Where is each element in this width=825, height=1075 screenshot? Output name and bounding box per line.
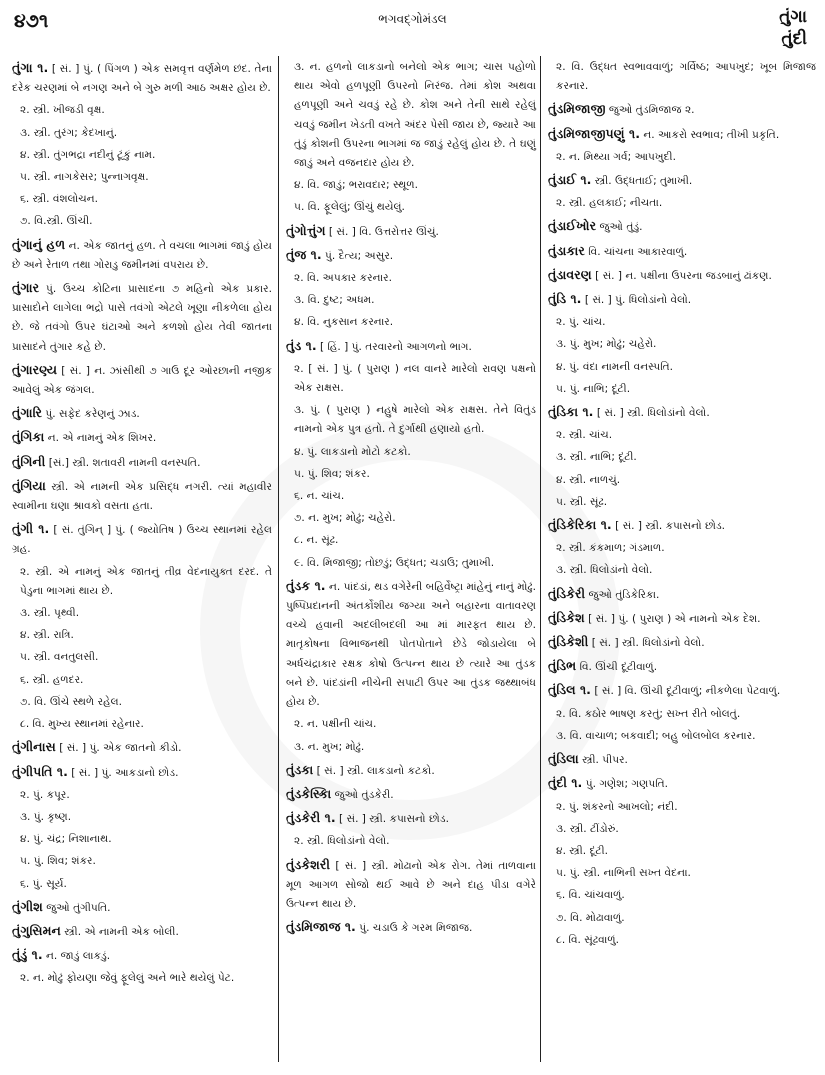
headword: તુંડિકેરિકા ૧. — [548, 517, 612, 533]
definition-text: ૩. વિ. વાચાળ; બકવાદી; બહુ બોલબોલ કરનાર. — [556, 729, 756, 742]
definition-text: પું. ઉચ્ચ કોટિના પ્રાસાદના ૭ મહિનો એક પ્રકાર. પ્રાસાદોને લાગેલા ભદ્રો પાસે તવંગો એટલે ખૂણા નીકળેલા હોય છે. જે તવંગો ઉપર ઘંટાઓ અને કળશો હોય તેવી જાતના પ્રાસાદને તુંગાર કહે છે. — [12, 283, 272, 353]
definition-text: સ્ત્રી. પીપર. — [582, 754, 628, 767]
headword: તુંડકેશરી — [286, 856, 330, 872]
entry-sense — [12, 808, 272, 827]
dictionary-entry — [548, 584, 816, 605]
entry-sense — [12, 124, 272, 143]
definition-text: ન. એ નામનું એક શિખર. — [47, 432, 157, 445]
headword: તુંગારિ — [12, 405, 42, 421]
definition-text: ૩. સ્ત્રી. ટીંડોરું. — [556, 822, 619, 835]
definition-text: [ સં. ] વિ. ઊંચી દૂંટીવાળું; નીકળેલા પેટવાળું. — [594, 685, 781, 698]
entry-sense — [12, 830, 272, 849]
definition-text: ૪. સ્ત્રી. રાત્રિ. — [20, 629, 74, 642]
entry-sense — [286, 465, 536, 484]
dictionary-entry — [548, 632, 816, 653]
definition-text: ૫. વિ. ફૂલેલું; ઊંચું થયેલું. — [294, 201, 405, 214]
definition-text: ૨. વિ. ઉદ્ધત સ્વભાવવાળું; ગર્વિષ્ઠ; આપખુદ; ખૂબ મિજાજ કરનાર. — [556, 61, 816, 93]
definition-text: [ સં. ] વિ. ઉત્તરોત્તર ઊંચું. — [328, 225, 439, 238]
headword: તુંગુસિમન — [12, 922, 61, 938]
definition-text: ૬. ન. ચાંચ. — [294, 490, 345, 503]
headword: તુંડિકેશ — [548, 609, 585, 625]
headword: તુંડિકેશી — [548, 634, 589, 650]
definition-text: ૬. વિ. ચાંચવાળું. — [556, 889, 625, 902]
definition-text: ૭. ન. મુખ; મોઢું; ચહેરો. — [294, 512, 396, 525]
headword: તુંડિકા ૧. — [548, 404, 594, 420]
dictionary-entry — [12, 427, 272, 448]
headword: તુંડાકાર — [548, 242, 585, 258]
definition-text: જુઓ તુંડમિજાજ ૨. — [608, 104, 695, 117]
definition-text: ૨. ન. મોઢું ફોયણા જેવું ફૂલેલું અને ભારે થયેલું પેટ. — [20, 972, 235, 985]
entry-sense — [286, 360, 536, 398]
definition-text: [ સં. ] પું. આકડાનો છોડ. — [71, 766, 179, 779]
definition-text: ૪. પું. ચંદ્ર; નિશાનાથ. — [20, 833, 112, 846]
headword: તુંગારણ્ય — [12, 361, 58, 377]
dictionary-entry — [12, 452, 272, 473]
dictionary-entry — [286, 917, 536, 938]
definition-text: ૨. વિ. કઠોર ભાષણ કરતું; સખ્ત રીતે બોલતું. — [556, 707, 741, 720]
definition-text: ૮. વિ. મુખ્ય સ્થાનમાં રહેનાર. — [20, 718, 144, 731]
dictionary-entry — [12, 360, 272, 400]
headword: તુંડમિજાજ ૧. — [286, 919, 356, 935]
definition-text: ૨. સ્ત્રી. એ નામનું એક જાતનું તીવ્ર વેદનાયુક્ત દરદ. તે પેડુના ભાગમાં થાય છે. — [20, 565, 272, 597]
definition-text: ૫. સ્ત્રી. નાગકેસર; પુન્નાગવૃક્ષ. — [20, 171, 149, 184]
entry-sense — [548, 380, 816, 399]
entry-sense — [548, 561, 816, 580]
dictionary-entry — [12, 921, 272, 942]
entry-sense — [12, 626, 272, 645]
entry-sense — [12, 101, 272, 120]
dictionary-entry — [12, 519, 272, 559]
definition-text: ૭. વિ. મોઢાવાળું. — [556, 911, 625, 924]
definition-text: ૪. સ્ત્રી. નાળચું. — [556, 473, 621, 486]
definition-text: ૨. સ્ત્રી. ખીજડી વૃક્ષ. — [20, 104, 105, 117]
entry-sense — [548, 886, 816, 905]
headword: તુંડમિજાજીપણું ૧. — [548, 125, 640, 141]
definition-text: ૩. પું. કૃષ્ણ. — [20, 810, 72, 823]
entry-sense — [12, 604, 272, 623]
entry-sense — [548, 931, 816, 950]
entry-sense — [286, 738, 536, 757]
dictionary-entry — [12, 897, 272, 918]
dictionary-entry — [548, 656, 816, 677]
headword: તુંડાઈ ૧. — [548, 172, 592, 188]
definition-text: ૫. પું. શિવ; શંકર. — [294, 467, 370, 480]
entry-sense — [12, 648, 272, 667]
dictionary-entry — [548, 680, 816, 701]
definition-text: ૨. સ્ત્રી. ચાંચ. — [556, 429, 613, 442]
entry-sense — [548, 909, 816, 928]
definition-text: ૨. પું. શંકરનો આખલો; નંદી. — [556, 800, 678, 813]
entry-sense — [548, 842, 816, 861]
definition-text: પું. ચડાઉ કે ગરમ મિજાજ. — [359, 922, 473, 935]
definition-text: ૮. ન. સૂંઢ. — [294, 534, 339, 547]
headword: તુંડકેસ્કિા — [286, 785, 332, 801]
entry-sense — [548, 471, 816, 490]
entry-sense — [12, 969, 272, 988]
headword: તુંગાનું હળ — [12, 236, 66, 252]
entry-sense — [548, 539, 816, 558]
entry-sense — [286, 531, 536, 550]
dictionary-entry — [12, 762, 272, 783]
definition-text: ૩. સ્ત્રી. ધિલોડાંનો વેલો. — [556, 564, 653, 577]
definition-text: સ્ત્રી. ઉદ્ધતાઈ; તુમાખી. — [594, 175, 693, 188]
definition-text: ૨. સ્ત્રી. ધિલોડાંનો વેલો. — [294, 835, 390, 848]
headword: તુંડિલ ૧. — [548, 682, 591, 698]
definition-text: [ સં. ] સ્ત્રી. ધિલોડાંનો વેલો. — [596, 407, 710, 420]
dictionary-entry — [286, 784, 536, 805]
definition-text: ન. જાડું લાકડું. — [45, 950, 111, 963]
headword: તુંડિભ — [548, 658, 577, 674]
dictionary-entry — [548, 170, 816, 191]
entry-sense — [548, 426, 816, 445]
definition-text: [ સં. ] સ્ત્રી. કપાસનો છોડ. — [338, 813, 449, 826]
definition-text: ૩. વિ. દુષ્ટ; અધમ. — [294, 294, 375, 307]
headword: તુંગિની — [12, 453, 46, 469]
entry-sense — [12, 875, 272, 894]
headword: તુંડકેરી ૧. — [286, 810, 336, 826]
definition-text: ૭. વિ. ઊંચે સ્થળે રહેલ. — [20, 695, 123, 708]
definition-text: વિ. ઊંચી દૂંટીવાળું. — [579, 661, 658, 674]
headword: તુંડિ ૧. — [548, 291, 582, 307]
entry-sense — [548, 335, 816, 354]
entry-sense — [12, 786, 272, 805]
dictionary-entry — [286, 576, 536, 712]
headword: તુંગી ૧. — [12, 521, 50, 537]
definition-text: ૬. પું. સૂર્ય. — [20, 877, 67, 890]
headword: તુંગા ૧. — [12, 60, 49, 75]
definition-text: ૨. વિ. અપકાર કરનાર. — [294, 272, 392, 285]
definition-text: ૪. સ્ત્રી. દૂંટી. — [556, 844, 608, 857]
dictionary-entry — [286, 808, 536, 829]
definition-text: ૩. ન. હળનો લાકડાનો બનેલો એક ભાગ; ચાસ પહોળો થાય એવો હળપૂણી ઉપરનો નિરંજ. તેમાં કોશ અથવા હળપૂણી અને ચવડું રહે છે. કોશ અને તેની સાથે રહેલું ચવડું જમીન ખેડતી વખતે અંદર પેસી જાય છે, જ્યારે આ તુંડું કોશની ઉપરના ભાગમાં જ જાડું રહેલું હોય છે. તે ઘણું જાડું અને વજનદાર હોય છે. — [294, 61, 536, 170]
entry-sense — [286, 509, 536, 528]
dictionary-entry — [548, 265, 816, 286]
definition-text: [ સં. તુંગિન્ ] પું. ( જ્યોતિષ ) ઉચ્ચ સ્થાનમાં રહેલ ગ્રહ. — [12, 524, 272, 556]
entry-sense — [12, 212, 272, 231]
dictionary-entry — [548, 402, 816, 423]
entry-sense — [12, 671, 272, 690]
entry-sense — [548, 313, 816, 332]
headword: તુંડક ૧. — [286, 577, 326, 593]
entry-sense — [286, 291, 536, 310]
definition-text: [ સં. ] સ્ત્રી. કપાસનો છોડ. — [615, 520, 726, 533]
definition-text: ૨. સ્ત્રી. કંકમાળ; ગંડમાળ. — [556, 542, 665, 555]
definition-text: ૫. પું. નાભિ; દૂંટી. — [556, 382, 631, 395]
definition-text: ૨. પું. ચાંચ. — [556, 316, 606, 329]
dictionary-entry — [12, 403, 272, 424]
entry-sense — [548, 58, 816, 96]
definition-text: [ સં. ] ન. પક્ષીના ઉપરના જડબાનું ઢાંકણ. — [595, 269, 772, 282]
definition-text: ૪. વિ. જાડું; ભરાવદાર; સ્થૂળ. — [294, 179, 418, 192]
headword: તુંગાર — [12, 280, 40, 296]
entry-sense — [548, 705, 816, 724]
entry-sense — [12, 852, 272, 871]
entry-sense — [12, 168, 272, 187]
definition-text: ૩. સ્ત્રી. નાભિ; દૂંટી. — [556, 451, 637, 464]
entry-sense — [548, 148, 816, 167]
headword: તુંડિલા — [548, 751, 579, 767]
headword: તુંડ ૧. — [286, 337, 317, 353]
dictionary-entry — [286, 221, 536, 242]
running-title: ભગવદ્ગોમંડલ — [378, 12, 447, 26]
entry-sense — [286, 554, 536, 573]
entry-sense — [548, 194, 816, 213]
column-rule-right — [540, 56, 541, 1062]
entry-sense — [286, 832, 536, 851]
dictionary-entry — [548, 773, 816, 794]
definition-text: ૫. પું. શિવ; શંકર. — [20, 855, 96, 868]
entry-sense — [12, 693, 272, 712]
dictionary-entry — [548, 216, 816, 237]
column-rule-left — [278, 56, 279, 1062]
entry-sense — [286, 715, 536, 734]
guide-word-first: તુંગા — [779, 7, 807, 27]
definition-text: ૩. પું. મુખ; મોઢું; ચહેરો. — [556, 338, 657, 351]
dictionary-column-2 — [286, 58, 536, 941]
dictionary-entry — [548, 289, 816, 310]
entry-sense — [548, 820, 816, 839]
dictionary-entry — [286, 336, 536, 357]
definition-text: ૯. વિ. મિજાજી; તોછડું; ઉદ્ધત; ચડાઉ; તુમાખી. — [294, 556, 495, 569]
entry-sense — [286, 443, 536, 462]
definition-text: ૩. ન. મુખ; મોઢું. — [294, 740, 365, 753]
definition-text: [ સં. ] સ્ત્રી. ધિલોડાંનો વેલો. — [591, 637, 705, 650]
headword: તુંગિકા — [12, 429, 45, 445]
definition-text: ન. એક જાતનું હળ. તે વચલા ભાગમાં જાડું હોય છે અને રેતાળ તથા ગોરાડુ જમીનમાં વપરાય છે. — [12, 239, 272, 271]
entry-sense — [548, 493, 816, 512]
definition-text: ૨. [ સં. ] પું. ( પુરાણ ) નલ વાનરે મારેલો રાવણ પક્ષનો એક રાક્ષસ. — [294, 362, 536, 395]
definition-text: ૩. સ્ત્રી. તુરંગ; કેદખાનું. — [20, 126, 118, 139]
definition-text: ૭. વિ.સ્ત્રી. ઊંચી. — [20, 215, 93, 228]
entry-sense — [286, 487, 536, 506]
definition-text: જુઓ તુંગીપતિ. — [46, 901, 111, 914]
headword: તુંડકા — [286, 761, 314, 777]
headword: તુંગિયા — [12, 477, 46, 493]
entry-sense — [12, 715, 272, 734]
dictionary-entry — [286, 855, 536, 915]
dictionary-entry — [12, 476, 272, 516]
definition-text: ૨. પું. કપૂર. — [20, 788, 70, 801]
definition-text: [ સં. ] પું. ( પિંગળ ) એક સમવૃત્ત વર્ણમેળ છંદ. તેના દરેક ચરણમાં બે નગણ અને બે ગુરુ મળી આઠ અક્ષર હોય છે. — [12, 63, 272, 95]
definition-text: પું. દૈત્ય; અસુર. — [324, 249, 394, 262]
headword: તુંડમિજાજી — [548, 101, 606, 117]
headword: તુંગીશ — [12, 898, 43, 914]
definition-text: જુઓ તુંડિકેરિકા. — [588, 588, 660, 601]
definition-text: ૫. સ્ત્રી. વનતુલસી. — [20, 651, 99, 664]
entry-sense — [286, 269, 536, 288]
dictionary-entry — [12, 58, 272, 98]
dictionary-entry — [12, 278, 272, 357]
definition-text: ૩. પું. ( પુરાણ ) નહુષે મારેલો એક રાક્ષસ. તેને વિતુંડ નામનો એક પુત્ર હતો. તે દુર્ગાથી હણાયો હતો. — [294, 404, 536, 436]
dictionary-column-1 — [12, 58, 272, 992]
dictionary-entry — [286, 245, 536, 266]
definition-text: ૪. વિ. નુકસાન કરનાર. — [294, 316, 394, 329]
definition-text: ૮. વિ. સૂંઢવાળું. — [556, 933, 619, 946]
definition-text: જુઓ તુંડું. — [599, 221, 643, 234]
definition-text: પું. ગણેશ; ગણપતિ. — [585, 778, 669, 791]
definition-text: ૨. સ્ત્રી. હલકાઈ; નીચતા. — [556, 197, 663, 210]
definition-text: પું. સફેદ કરેણનું ઝાડ. — [45, 408, 140, 421]
dictionary-entry — [548, 241, 816, 262]
entry-sense — [12, 146, 272, 165]
headword: તુંડું ૧. — [12, 947, 43, 963]
definition-text: ૪. સ્ત્રી. તુંગભદ્રા નદીનું ટૂંકું નામ. — [20, 148, 156, 161]
entry-sense — [548, 727, 816, 746]
dictionary-entry — [12, 737, 272, 758]
definition-text: [ સં. ] પું. એક જાતનો કીડો. — [59, 742, 182, 755]
definition-text: [ સં. ] પું. ( પુરાણ ) એ નામનો એક દેશ. — [588, 612, 761, 625]
definition-text: ૬. સ્ત્રી. હળદર. — [20, 673, 84, 686]
headword: તુંગોત્તુંગ — [286, 222, 326, 238]
dictionary-entry — [548, 99, 816, 120]
dictionary-entry — [548, 749, 816, 770]
entry-sense — [286, 313, 536, 332]
entry-sense — [286, 401, 536, 439]
definition-text: ૨. ન. મિથ્યા ગર્વ; આપખુદી. — [556, 150, 676, 163]
definition-text: ૪. પું. વંદા નામની વનસ્પતિ. — [556, 360, 674, 373]
headword: તુંડાઈખોર — [548, 218, 597, 234]
headword: તુંગીનાસ — [12, 739, 56, 755]
definition-text: સ્ત્રી. એ નામની એક બોલી. — [64, 925, 179, 938]
entry-sense — [548, 448, 816, 467]
entry-sense — [548, 358, 816, 377]
definition-text: ન. પાંદડાં, થડ વગેરેની બહિર્વેષ્ટ્રા માંહેનું નાનું મોઢું. પુષ્પિપ્રદાનની અંતર્કોશીય જગ્યા અને બહારના વાતાવરણ વચ્ચે હવાની અદલીબદલી આ માં મારફત થાય છે. માતૃકોષના વિભાજનથી પોતપોતાને છેડે જોડાયેલા બે અર્ધચંદ્રાકાર રક્ષક કોષો ઉત્પન્ન થાય છે ત્યારે આ તુંડક બને છે. પાંદડાંની નીચેની સપાટી ઉપર આ તુંડક જથ્થાબંધ હોય છે. — [286, 580, 536, 709]
headword: તુંજ ૧. — [286, 246, 322, 262]
definition-text: ૪. પું. લાકડાનો મોટો કટકો. — [294, 445, 411, 458]
dictionary-entry — [12, 945, 272, 966]
dictionary-entry — [286, 760, 536, 781]
entry-sense — [12, 563, 272, 601]
definition-text: ૩. સ્ત્રી. પૃથ્વી. — [20, 607, 80, 620]
dictionary-entry — [548, 124, 816, 145]
headword: તુંડિકેરી — [548, 585, 586, 601]
entry-sense — [286, 176, 536, 195]
dictionary-entry — [548, 608, 816, 629]
definition-text: ૨. ન. પક્ષીની ચાંચ. — [294, 718, 377, 731]
definition-text: વિ. ચાંચના આકારવાળું. — [588, 245, 688, 258]
entry-sense — [12, 190, 272, 209]
definition-text: [ સં. ] પું. ધિલોડાંનો વેલો. — [584, 294, 692, 307]
entry-sense — [286, 58, 536, 173]
definition-text: [સં.] સ્ત્રી. શતાવરી નામની વનસ્પતિ. — [48, 456, 201, 469]
page-number: ૪૭૧ — [14, 10, 49, 32]
page-header — [0, 0, 825, 62]
entry-sense — [548, 798, 816, 817]
dictionary-column-3 — [548, 58, 816, 953]
dictionary-entry — [548, 515, 816, 536]
definition-text: સ્ત્રી. એ નામની એક પ્રસિદ્ધ નગરી. ત્યાં મહાવીર સ્વામીના ઘણા શ્રાવકો વસતા હતા. — [12, 480, 272, 513]
definition-text: ૫. પું. સ્ત્રી. નાભિની સખ્ત વેદના. — [556, 867, 691, 880]
definition-text: [ સં. ] ન. ઝાંસીથી ૭ ગાઉ દૂર ઓરછાની નજીક આવેલું એક જંગલ. — [12, 364, 272, 397]
headword: તુંદી ૧. — [548, 775, 583, 791]
definition-text: ન. આકરો સ્વભાવ; તીખી પ્રકૃતિ. — [643, 128, 780, 141]
guide-words — [779, 6, 807, 50]
guide-word-last: તુંદી — [781, 29, 807, 49]
entry-sense — [548, 864, 816, 883]
definition-text: જુઓ તુંડકેરી. — [334, 788, 394, 801]
headword: તુંગીપતિ ૧. — [12, 763, 68, 779]
headword: તુંડાવરણ — [548, 266, 592, 282]
entry-sense — [286, 198, 536, 217]
definition-text: [ સં. ] સ્ત્રી. લાકડાનો કટકો. — [316, 764, 435, 777]
dictionary-entry — [12, 235, 272, 275]
definition-text: ૫. સ્ત્રી. સૂંઢ. — [556, 495, 608, 508]
definition-text: [ હિં. ] પું. તરવારનો આગળનો ભાગ. — [319, 340, 472, 353]
definition-text: [ સં. ] સ્ત્રી. મોઢાનો એક રોગ. તેમાં તાળવાના મૂળ આગળ સોજો થઈ આવે છે અને દાહ પીડા વગેરે ઉત્પન્ન થાય છે. — [286, 859, 536, 910]
definition-text: ૬. સ્ત્રી. વંશલોચન. — [20, 193, 99, 206]
